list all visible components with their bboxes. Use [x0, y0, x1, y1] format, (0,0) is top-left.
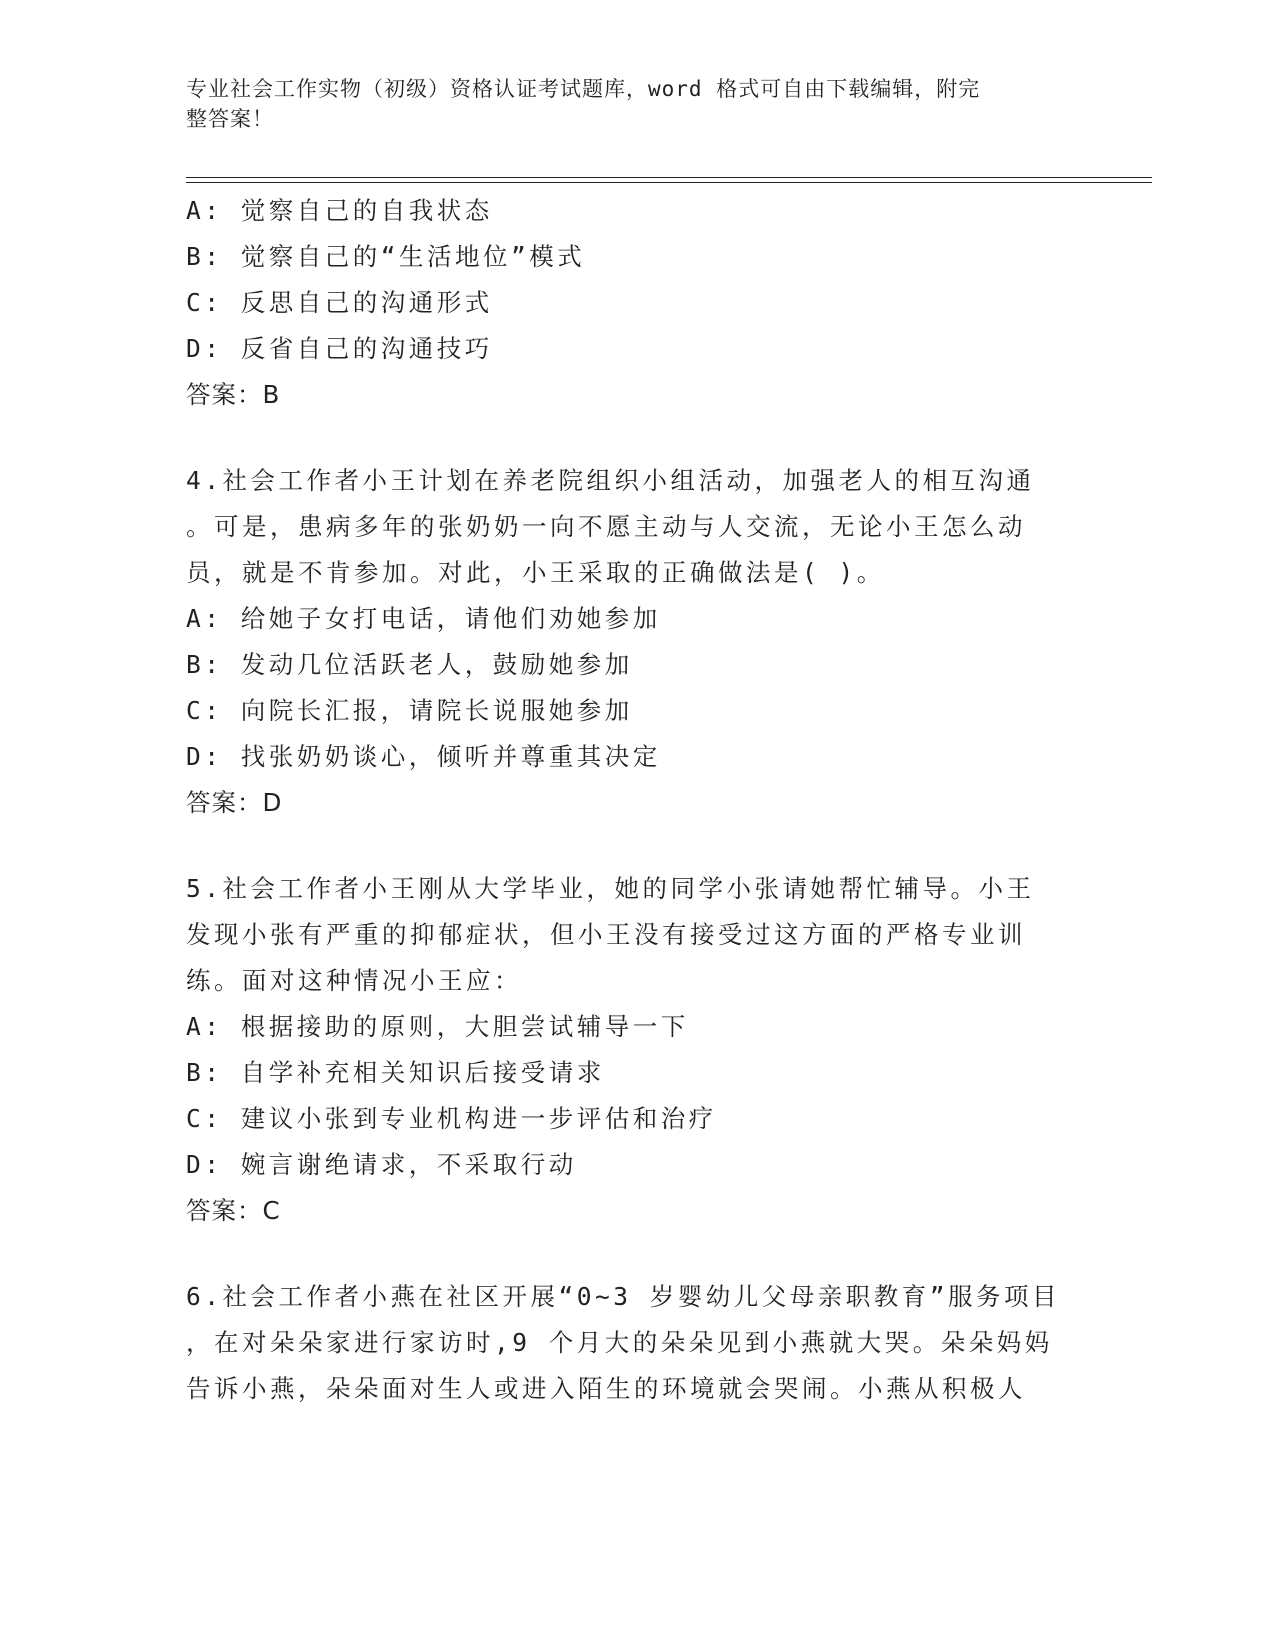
- question-stem-line: 员，就是不肯参加。对此，小王采取的正确做法是( )。: [186, 558, 885, 587]
- option-d: D: 反省自己的沟通技巧: [186, 334, 493, 363]
- header-line: 整答案！: [186, 107, 274, 131]
- option-b: B: 自学补充相关知识后接受请求: [186, 1058, 605, 1087]
- question-stem-line: 告诉小燕，朵朵面对生人或进入陌生的环境就会哭闹。小燕从积极人: [186, 1374, 1026, 1403]
- answer: 答案：B: [186, 380, 281, 409]
- question-stem-line: 5.社会工作者小王刚从大学毕业，她的同学小张请她帮忙辅导。小王: [186, 874, 1035, 903]
- option-c: C: 向院长汇报，请院长说服她参加: [186, 696, 633, 725]
- spacer: [186, 826, 1086, 866]
- question-stem-line: ，在对朵朵家进行家访时,9 个月大的朵朵见到小燕就大哭。朵朵妈妈: [186, 1328, 1053, 1357]
- question-stem-line: 练。面对这种情况小王应：: [186, 966, 522, 995]
- question-6: [186, 1274, 1086, 1412]
- question-stem-line: 4.社会工作者小王计划在养老院组织小组活动，加强老人的相互沟通: [186, 466, 1035, 495]
- answer: 答案：C: [186, 1196, 281, 1225]
- document-body: [186, 188, 1086, 1412]
- header-rule-bottom: [186, 182, 1152, 183]
- document-header: [186, 74, 1066, 134]
- question-4: [186, 458, 1086, 826]
- option-a: A: 给她子女打电话，请他们劝她参加: [186, 604, 661, 633]
- spacer: [186, 1234, 1086, 1274]
- question-stem-line: 发现小张有严重的抑郁症状，但小王没有接受过这方面的严格专业训: [186, 920, 1026, 949]
- option-b: B: 发动几位活跃老人，鼓励她参加: [186, 650, 633, 679]
- answer: 答案：D: [186, 788, 283, 817]
- question-3: [186, 188, 1086, 418]
- header-rule-top: [186, 177, 1152, 178]
- header-line: 专业社会工作实物（初级）资格认证考试题库，word 格式可自由下载编辑，附完: [186, 77, 981, 101]
- option-d: D: 婉言谢绝请求，不采取行动: [186, 1150, 577, 1179]
- option-a: A: 根据接助的原则，大胆尝试辅导一下: [186, 1012, 689, 1041]
- option-c: C: 建议小张到专业机构进一步评估和治疗: [186, 1104, 717, 1133]
- option-c: C: 反思自己的沟通形式: [186, 288, 493, 317]
- question-stem-line: 。可是，患病多年的张奶奶一向不愿主动与人交流，无论小王怎么动: [186, 512, 1026, 541]
- option-a: A: 觉察自己的自我状态: [186, 196, 493, 225]
- spacer: [186, 418, 1086, 458]
- option-b: B: 觉察自己的“生活地位”模式: [186, 242, 586, 271]
- option-d: D: 找张奶奶谈心，倾听并尊重其决定: [186, 742, 661, 771]
- question-stem-line: 6.社会工作者小燕在社区开展“0~3 岁婴幼儿父母亲职教育”服务项目: [186, 1282, 1060, 1311]
- question-5: [186, 866, 1086, 1234]
